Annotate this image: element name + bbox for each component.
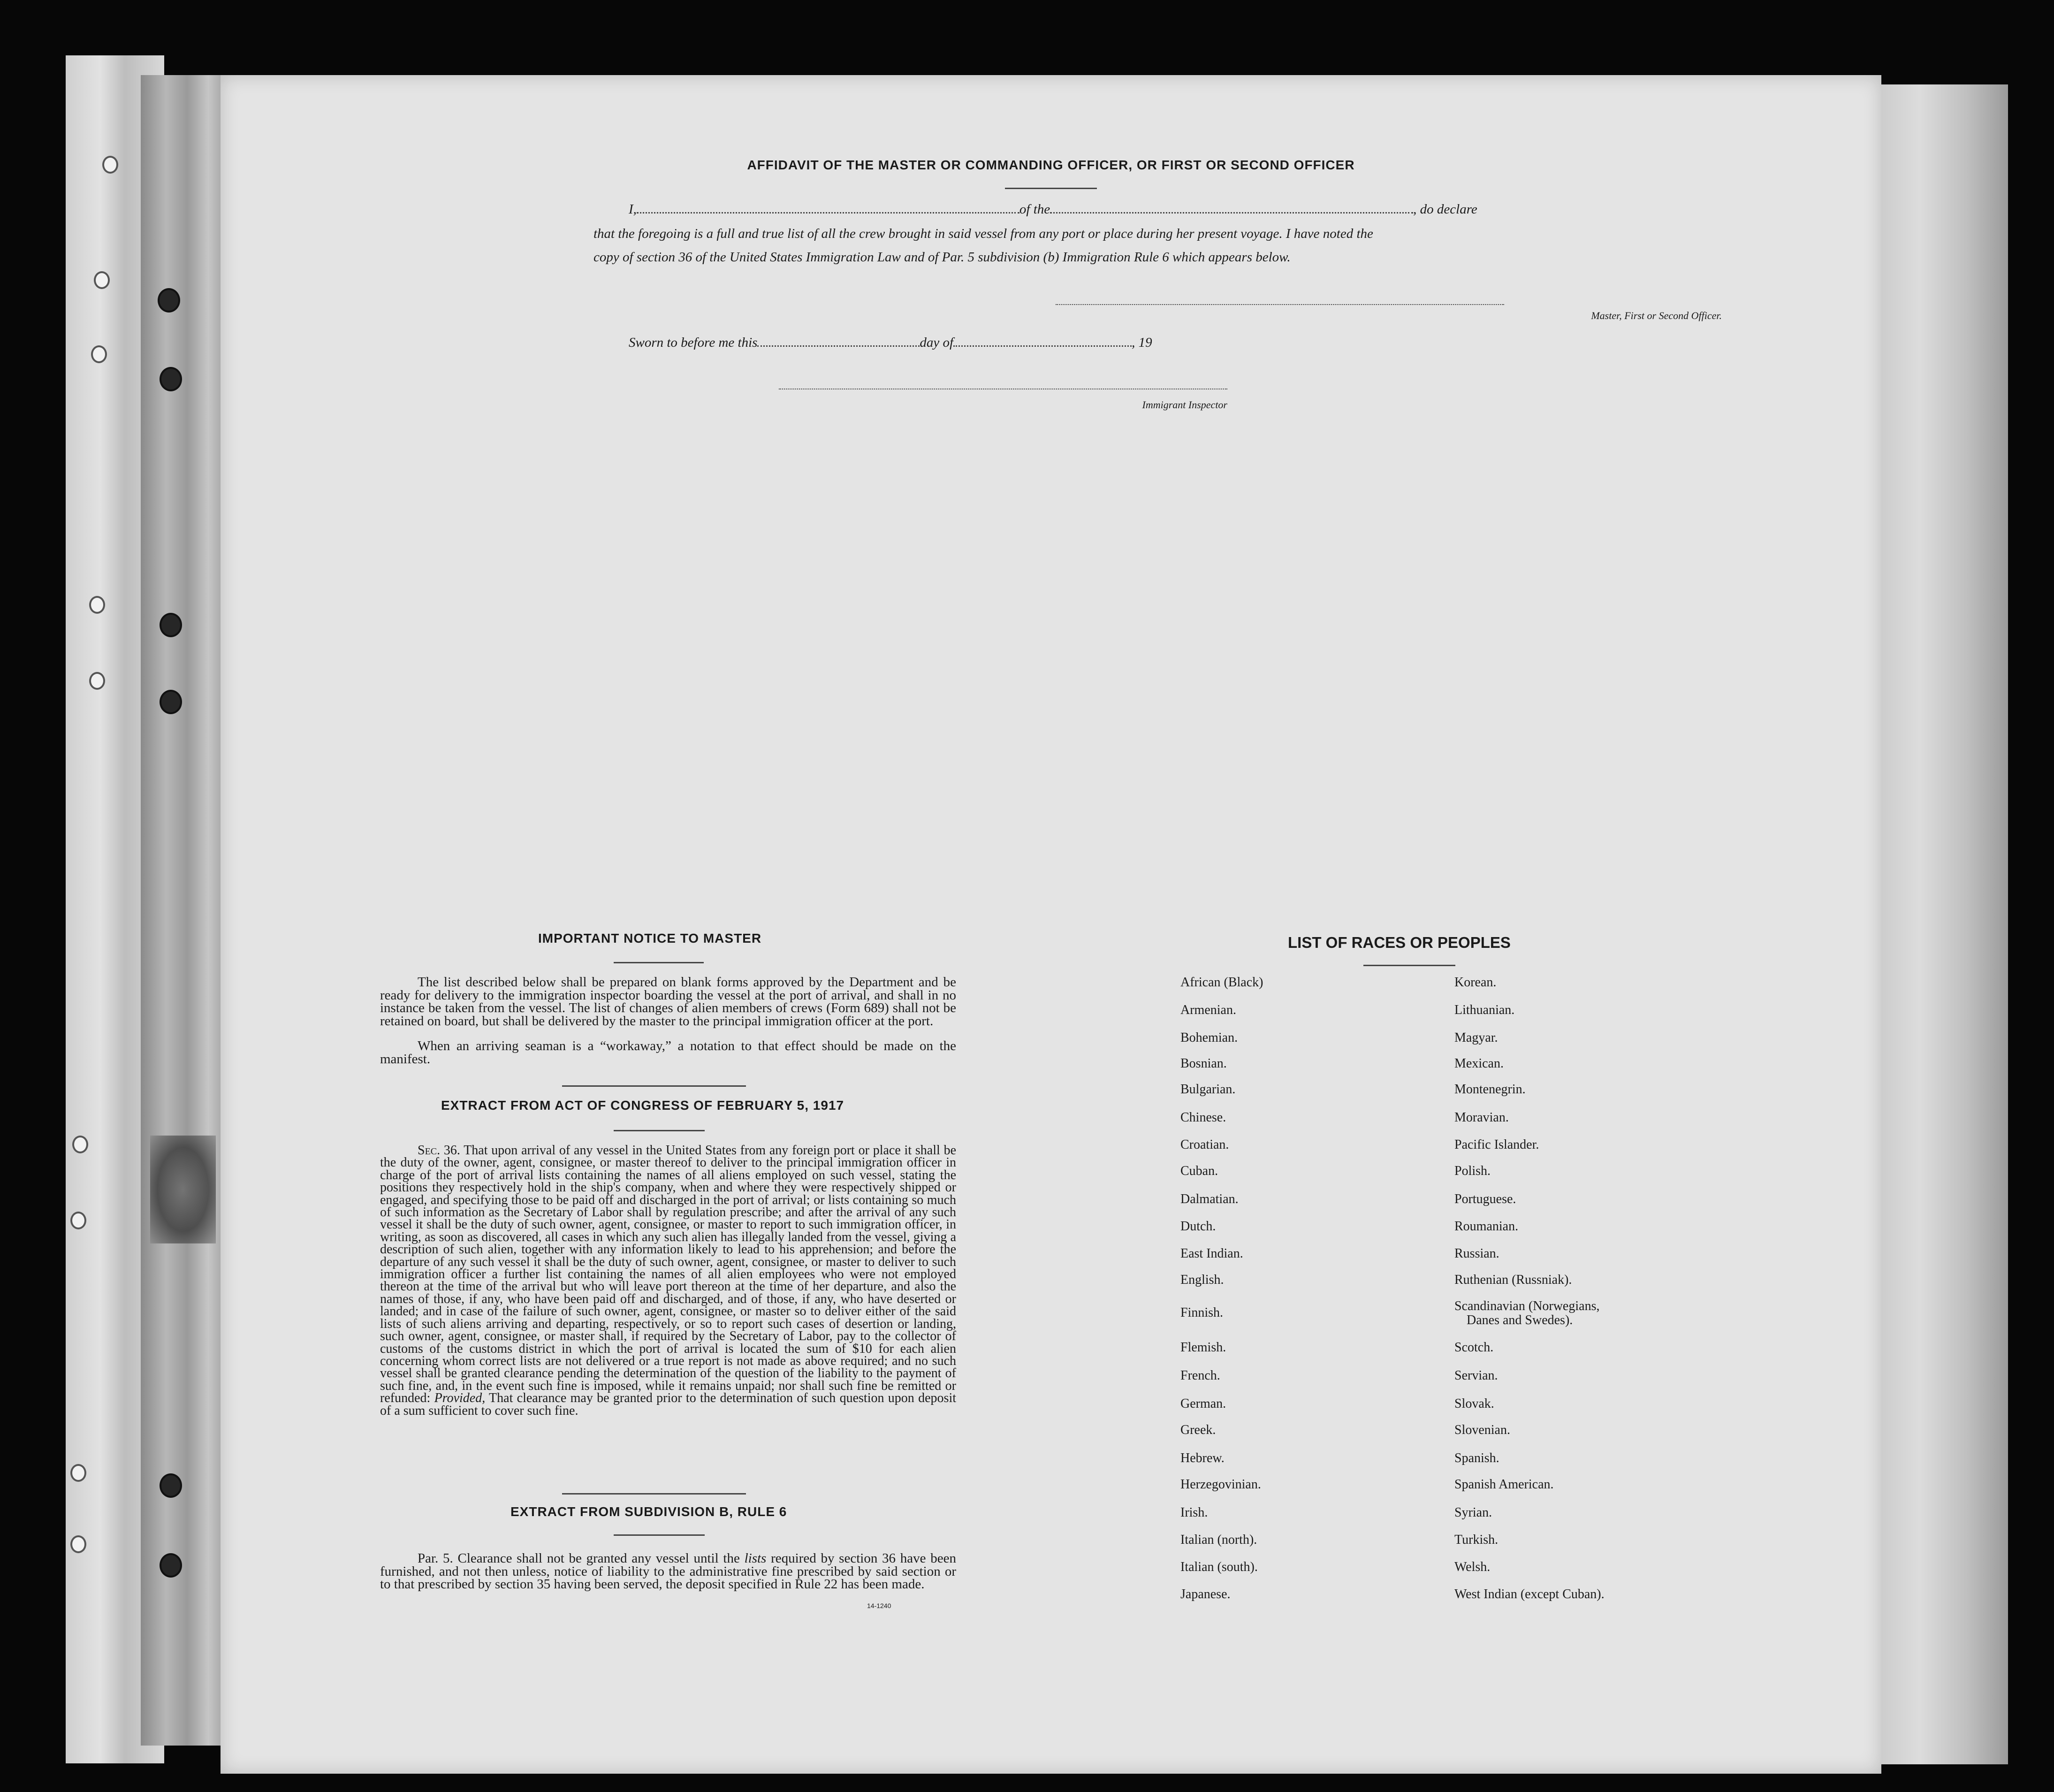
affidavit-of-the: of the	[1019, 202, 1050, 217]
race-item: Slovak.	[1454, 1396, 1494, 1411]
race-item: Polish.	[1454, 1164, 1491, 1178]
race-item: Dutch.	[1180, 1219, 1216, 1234]
race-item: Magyar.	[1454, 1030, 1498, 1045]
race-item: Dalmatian.	[1180, 1192, 1239, 1206]
race-item: Italian (south).	[1180, 1560, 1258, 1574]
binder-hole	[70, 1464, 86, 1482]
race-item: Finnish.	[1180, 1305, 1224, 1320]
extract-rule-text-b: required by section 36 have been furnished, and not then unless, notice of liability to the administrative fine prescribed by said section or to that prescribed by section 35 having been served, the deposit specified in Rule 22 has been made.	[380, 1551, 957, 1592]
race-item: Russian.	[1454, 1246, 1499, 1261]
signature-line[interactable]	[1056, 304, 1504, 305]
race-item: Chinese.	[1180, 1110, 1226, 1125]
binder-hole-dark	[160, 367, 182, 391]
binder-hole-dark	[160, 1473, 182, 1498]
races-title: LIST OF RACES OR PEOPLES	[1288, 934, 1511, 951]
vessel-blank[interactable]	[1050, 208, 1413, 214]
race-item: English.	[1180, 1273, 1224, 1287]
signature-caption: Master, First or Second Officer.	[1591, 310, 1722, 321]
lists-word: lists	[744, 1551, 767, 1566]
sworn-prefix: Sworn to before me this	[629, 335, 758, 350]
notice-title: IMPORTANT NOTICE TO MASTER	[538, 931, 762, 946]
sworn-line	[629, 335, 1473, 351]
extract-act-text-a: That upon arrival of any vessel in the United States from any foreign port or place it shall be the duty of the owner, agent, consignee, or master thereof to deliver to the principal immigration officer in charge of the port of arrival lists containing the names of all aliens employed on such vessel, stating the positions they respectively hold in the ship's company, when and where they were respectively shipped or engaged, and specifying those to be paid off and discharged in the port of arrival; or lists containing so much of such information as the Secretary of Labor shall by regulation prescribe; and after the arrival of any such vessel it shall be the duty of such owner, agent, consignee, or master to report to such immigration officer, in writing, as soon as discovered, all cases in which any such alien has illegally landed from the vessel, giving a description of such alien, together with any information likely to lead to his apprehension; and before the departure of any such vessel it shall be the duty of such owner, agent, consignee, or master to deliver to such immigration officer a further list containing the names of all alien employees who were not employed thereon at the time of the arrival but who will leave port thereon at the time of her departure, and also the names of those, if any, who have been paid off and discharged, and of those, if any, who have deserted or landed; and in case of the failure of such owner, agent, consignee, or master so to deliver either of the said lists of such aliens arriving and departing, respectively, or so to report such cases of desertion or landing, such owner, agent, consignee, or master shall, if required by the Secretary of Labor, pay to the collector of customs of the customs district in which the port of arrival is located the sum of $10 for each alien concerning whom correct lists are not delivered or a true report is not made as above required; and no such vessel shall be granted clearance pending the determination of the question of the liability to the payment of such fine, and, in the event such fine is imposed, while it remains unpaid; nor shall such fine be remitted or refunded:	[380, 1143, 956, 1406]
race-item: Scotch.	[1454, 1340, 1494, 1355]
race-item: Pacific Islander.	[1454, 1137, 1539, 1152]
tape-patch	[150, 1136, 216, 1243]
race-item: Welsh.	[1454, 1560, 1491, 1574]
race-item: Japanese.	[1180, 1587, 1231, 1601]
race-item: Cuban.	[1180, 1164, 1218, 1178]
binder-strip	[141, 75, 225, 1746]
affidavit-line1	[629, 202, 1731, 217]
race-item: Armenian.	[1180, 1003, 1236, 1017]
race-item: Moravian.	[1454, 1110, 1509, 1125]
inspector-caption: Immigrant Inspector	[1142, 399, 1227, 411]
race-item: Portuguese.	[1454, 1192, 1516, 1206]
sec-label: Sec. 36.	[418, 1143, 460, 1158]
sworn-day-blank[interactable]	[757, 342, 920, 347]
race-item: Servian.	[1454, 1368, 1498, 1383]
race-item: Flemish.	[1180, 1340, 1226, 1355]
race-item: Bulgarian.	[1180, 1082, 1236, 1097]
affidavit-line3: copy of section 36 of the United States Immigration Law and of Par. 5 subdivision (b) Immigration Rule 6 which appears below.	[593, 250, 1291, 265]
form-number: 14-1240	[867, 1602, 891, 1609]
race-item: Spanish.	[1454, 1451, 1499, 1465]
binder-hole	[89, 672, 105, 690]
extract-rule-text	[380, 1552, 956, 1591]
binder-hole-dark	[160, 613, 182, 637]
divider	[562, 1085, 746, 1087]
binder-hole-dark	[160, 1553, 182, 1578]
binder-hole	[72, 1136, 88, 1153]
binder-hole	[91, 345, 107, 363]
document-page	[221, 75, 1881, 1774]
notice-paragraph-2: When an arriving seaman is a “workaway,” a notation to that effect should be made on the manifest.	[380, 1038, 956, 1067]
extract-act-text-b: That clearance may be granted prior to the determination of such question upon deposit of a sum sufficient to cover such fine.	[380, 1391, 956, 1418]
race-item: African (Black)	[1180, 975, 1263, 990]
affidavit-title: AFFIDAVIT OF THE MASTER OR COMMANDING OFFICER, OR FIRST OR SECOND OFFICER	[747, 158, 1355, 172]
race-item: Slovenian.	[1454, 1423, 1510, 1437]
divider	[562, 1493, 746, 1495]
race-item: Turkish.	[1454, 1533, 1499, 1547]
binder-hole	[94, 271, 110, 289]
extract-act-text	[380, 1144, 956, 1417]
race-item: Spanish American.	[1454, 1477, 1554, 1492]
race-item: German.	[1180, 1396, 1226, 1411]
race-item: Korean.	[1454, 975, 1497, 990]
race-item: Greek.	[1180, 1423, 1216, 1437]
race-item: Bosnian.	[1180, 1056, 1227, 1071]
race-item: Herzegovinian.	[1180, 1477, 1261, 1492]
race-item: Montenegrin.	[1454, 1082, 1526, 1097]
race-item: French.	[1180, 1368, 1220, 1383]
race-item: Syrian.	[1454, 1505, 1492, 1520]
race-item: Hebrew.	[1180, 1451, 1225, 1465]
extract-rule-text-a: Par. 5. Clearance shall not be granted any vessel until the	[418, 1551, 740, 1566]
race-item: Italian (north).	[1180, 1533, 1257, 1547]
sworn-year: , 19	[1132, 335, 1152, 350]
extract-act-title: EXTRACT FROM ACT OF CONGRESS OF FEBRUARY 5, 1917	[441, 1098, 844, 1113]
divider	[614, 962, 704, 963]
race-item-continuation: Danes and Swedes).	[1467, 1313, 1573, 1327]
notice-paragraph-1: The list described below shall be prepared on blank forms approved by the Department and be ready for delivery to the immigration inspector boarding the vessel at the port of arrival, and shall in no instance be taken from the vessel. The list of changes of alien members of crews (Form 689) shall not be retained on board, but shall be delivered by the master to the principal immigration officer at the port.	[380, 975, 956, 1029]
race-item: Croatian.	[1180, 1137, 1229, 1152]
race-item: Irish.	[1180, 1505, 1208, 1520]
race-item: East Indian.	[1180, 1246, 1243, 1261]
binder-right-edge	[1872, 84, 2008, 1764]
binder-hole	[70, 1535, 86, 1553]
sworn-month-blank[interactable]	[953, 342, 1132, 347]
race-item: West Indian (except Cuban).	[1454, 1587, 1605, 1601]
affidavit-i: I,	[629, 202, 637, 217]
binder-hole	[70, 1212, 86, 1229]
divider	[1363, 965, 1455, 966]
sworn-day-of: day of	[920, 335, 954, 350]
binder-hole-dark	[160, 690, 182, 714]
binder-hole-dark	[158, 288, 180, 313]
race-item: Scandinavian (Norwegians,	[1454, 1299, 1600, 1313]
race-item: Ruthenian (Russniak).	[1454, 1273, 1572, 1287]
race-item: Bohemian.	[1180, 1030, 1238, 1045]
race-item: Lithuanian.	[1454, 1003, 1515, 1017]
provided-word: Provided,	[434, 1391, 486, 1406]
affidavit-line2: that the foregoing is a full and true list of all the crew brought in said vessel from any port or place during her present voyage. I have noted the	[593, 226, 1373, 241]
affidavit-do-declare: , do declare	[1413, 202, 1477, 217]
divider	[614, 1130, 705, 1131]
divider	[614, 1534, 705, 1536]
name-blank[interactable]	[637, 208, 1019, 214]
divider	[1005, 188, 1097, 189]
binder-hole	[89, 596, 105, 614]
race-item: Roumanian.	[1454, 1219, 1519, 1234]
race-item: Mexican.	[1454, 1056, 1504, 1071]
extract-rule-title: EXTRACT FROM SUBDIVISION B, RULE 6	[510, 1504, 787, 1519]
binder-hole	[102, 156, 118, 174]
